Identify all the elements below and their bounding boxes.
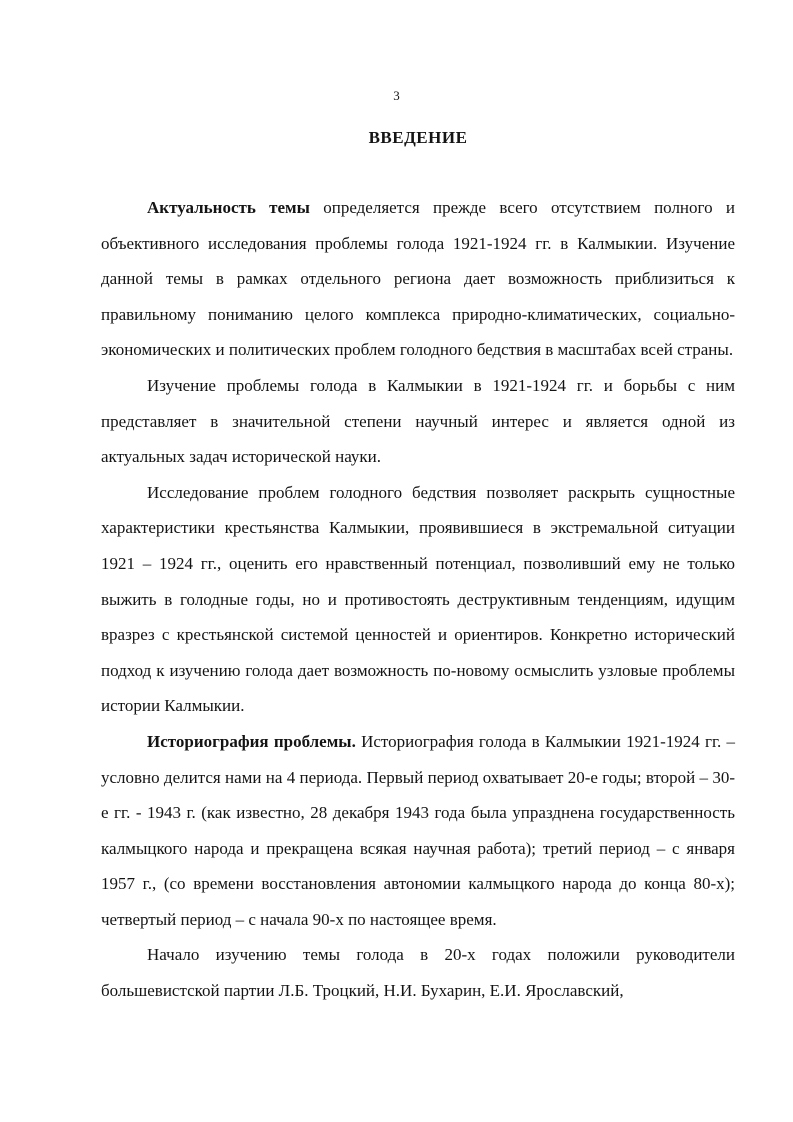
paragraph-relevance: [101, 190, 735, 368]
body-text: [101, 190, 735, 1009]
paragraph-heading: Актуальность темы: [147, 198, 310, 217]
paragraph-research: [101, 475, 735, 724]
paragraph-beginning: [101, 937, 735, 1008]
page-title: ВВЕДЕНИЕ: [368, 128, 468, 147]
paragraph-text: определяется прежде всего отсутствием полного и объективного исследования проблемы голода 1921-1924 гг. в Калмыкии. Изучение данной темы в рамках отдельного региона дает возможность приблизиться к правильному пониманию целого комплекса природно-климатических, социально-экономических и политических проблем голодного бедствия в масштабах всей страны.: [101, 198, 735, 360]
paragraph-text: Исследование проблем голодного бедствия позволяет раскрыть сущностные характеристики крестьянства Калмыкии, проявившиеся в экстремальной ситуации 1921 – 1924 гг., оценить его нравственный потенциал, позволивший ему не только выжить в голодные годы, но и противостоять деструктивным тенденциям, идущим вразрез с крестьянской системой ценностей и ориентиров. Конкретно исторический подход к изучению голода дает возможность по-новому осмыслить узловые проблемы истории Калмыкии.: [101, 482, 735, 716]
paragraph-historiography: [101, 724, 735, 938]
paragraph-study: [101, 368, 735, 475]
paragraph-text: Начало изучению темы голода в 20-х годах положили руководители большевистской партии Л.Б. Троцкий, Н.И. Бухарин, Е.И. Ярославский,: [101, 945, 735, 1001]
paragraph-heading: Историография проблемы.: [147, 731, 356, 751]
paragraph-text: Историография голода в Калмыкии 1921-1924 гг. – условно делится нами на 4 периода. Первый период охватывает 20-е годы; второй – 30-е гг. - 1943 г. (как известно, 28 декабря 1943 года была упразднена государственность калмыцкого народа и прекращена всякая научная работа); третий период – с января 1957 г., (со времени восстановления автономии калмыцкого народа до конца 80-х); четвертый период – с начала 90-х по настоящее время.: [101, 731, 735, 929]
page-number: 3: [393, 88, 400, 103]
paragraph-text: Изучение проблемы голода в Калмыкии в 1921-1924 гг. и борьбы с ним представляет в значительной степени научный интерес и является одной из актуальных задач исторической науки.: [101, 375, 735, 467]
